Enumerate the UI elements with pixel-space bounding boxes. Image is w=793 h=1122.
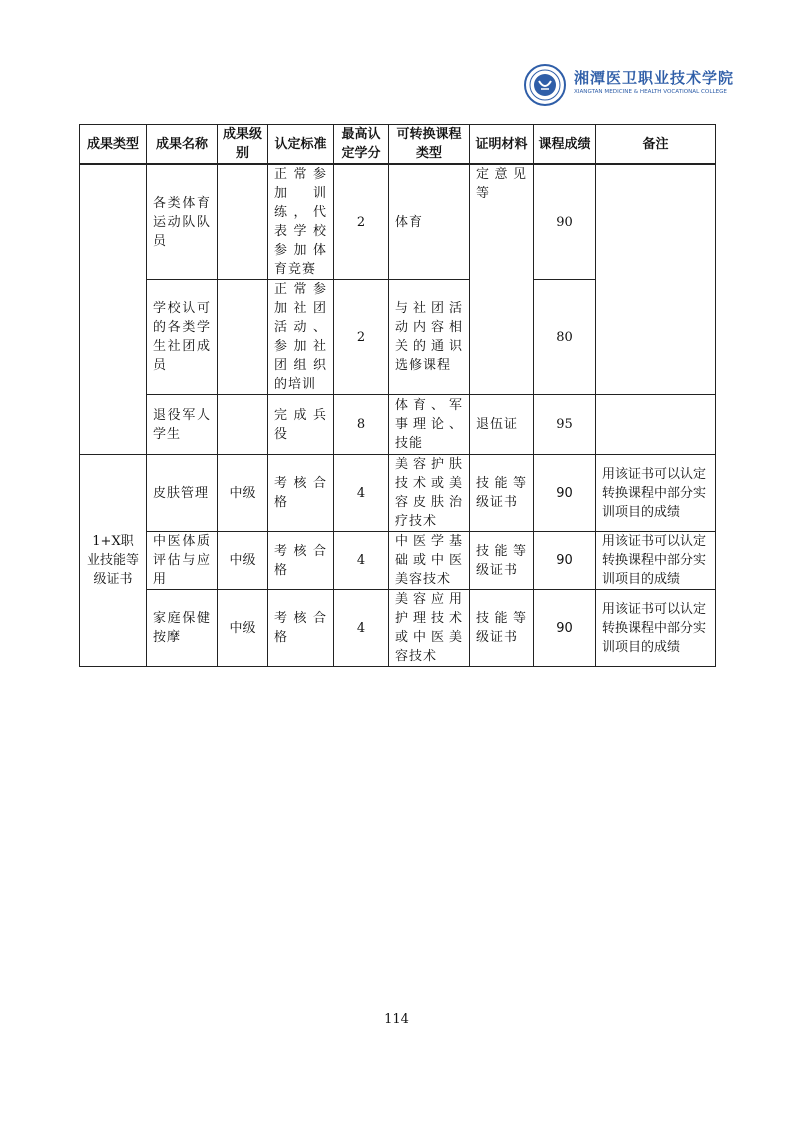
page-number: 114 bbox=[384, 1012, 409, 1027]
level-cell bbox=[218, 164, 268, 280]
name-cell: 中医体质评估与应用 bbox=[147, 532, 218, 590]
score-cell: 95 bbox=[534, 395, 596, 455]
standard-cell: 考核合格 bbox=[268, 532, 334, 590]
header-type: 成果类型 bbox=[80, 125, 147, 165]
score-cell: 90 bbox=[534, 164, 596, 280]
credit-cell: 2 bbox=[334, 280, 389, 395]
level-cell: 中级 bbox=[218, 532, 268, 590]
type-cell: 1+X职业技能等级证书 bbox=[80, 455, 147, 667]
name-cell: 退役军人学生 bbox=[147, 395, 218, 455]
course-type-cell: 美容护肤技术或美容皮肤治疗技术 bbox=[389, 455, 470, 532]
table-row bbox=[80, 532, 716, 590]
table-row bbox=[80, 590, 716, 667]
note-cell bbox=[596, 395, 716, 455]
score-cell: 90 bbox=[534, 590, 596, 667]
level-cell: 中级 bbox=[218, 455, 268, 532]
school-name-en: XIANGTAN MEDICINE & HEALTH VOCATIONAL COLLEGE bbox=[574, 89, 727, 95]
material-cell: 技能等级证书 bbox=[470, 455, 534, 532]
header-credit: 最高认定学分 bbox=[334, 125, 389, 165]
header-material: 证明材料 bbox=[470, 125, 534, 165]
course-type-cell: 体育 bbox=[389, 164, 470, 280]
standard-cell: 正常参加社团活动、参加社团组织的培训 bbox=[268, 280, 334, 395]
material-cell: 定意见等 bbox=[470, 164, 534, 395]
material-cell: 技能等级证书 bbox=[470, 532, 534, 590]
credit-cell: 4 bbox=[334, 590, 389, 667]
score-cell: 80 bbox=[534, 280, 596, 395]
standard-cell: 考核合格 bbox=[268, 590, 334, 667]
name-cell: 家庭保健按摩 bbox=[147, 590, 218, 667]
score-cell: 90 bbox=[534, 532, 596, 590]
course-type-cell: 中医学基础或中医美容技术 bbox=[389, 532, 470, 590]
header-standard: 认定标准 bbox=[268, 125, 334, 165]
credit-cell: 8 bbox=[334, 395, 389, 455]
table-row bbox=[80, 395, 716, 455]
type-cell-blank bbox=[80, 164, 147, 455]
note-cell-blank bbox=[596, 164, 716, 395]
school-logo bbox=[524, 64, 735, 106]
standard-cell: 正常参加训练，代表学校参加体育竞赛 bbox=[268, 164, 334, 280]
standard-cell: 考核合格 bbox=[268, 455, 334, 532]
course-type-cell: 美容应用护理技术或中医美容技术 bbox=[389, 590, 470, 667]
name-cell: 各类体育运动队队员 bbox=[147, 164, 218, 280]
table-header-row bbox=[80, 125, 716, 165]
course-type-cell: 与社团活动内容相关的通识选修课程 bbox=[389, 280, 470, 395]
school-seal-icon bbox=[524, 64, 566, 106]
note-cell: 用该证书可以认定转换课程中部分实训项目的成绩 bbox=[596, 532, 716, 590]
table-row bbox=[80, 164, 716, 280]
header-course-type: 可转换课程类型 bbox=[389, 125, 470, 165]
header-name: 成果名称 bbox=[147, 125, 218, 165]
level-cell bbox=[218, 395, 268, 455]
standard-cell: 完成兵役 bbox=[268, 395, 334, 455]
score-cell: 90 bbox=[534, 455, 596, 532]
level-cell: 中级 bbox=[218, 590, 268, 667]
material-cell: 技能等级证书 bbox=[470, 590, 534, 667]
level-cell bbox=[218, 280, 268, 395]
note-cell: 用该证书可以认定转换课程中部分实训项目的成绩 bbox=[596, 590, 716, 667]
header-score: 课程成绩 bbox=[534, 125, 596, 165]
school-name: 湘潭医卫职业技术学院 bbox=[574, 69, 735, 87]
credit-conversion-table bbox=[79, 124, 716, 667]
credit-cell: 2 bbox=[334, 164, 389, 280]
header-level: 成果级别 bbox=[218, 125, 268, 165]
table-row bbox=[80, 455, 716, 532]
note-cell: 用该证书可以认定转换课程中部分实训项目的成绩 bbox=[596, 455, 716, 532]
name-cell: 学校认可的各类学生社团成员 bbox=[147, 280, 218, 395]
course-type-cell: 体育、军事理论、技能 bbox=[389, 395, 470, 455]
material-cell: 退伍证 bbox=[470, 395, 534, 455]
name-cell: 皮肤管理 bbox=[147, 455, 218, 532]
credit-cell: 4 bbox=[334, 455, 389, 532]
credit-cell: 4 bbox=[334, 532, 389, 590]
header-note: 备注 bbox=[596, 125, 716, 165]
